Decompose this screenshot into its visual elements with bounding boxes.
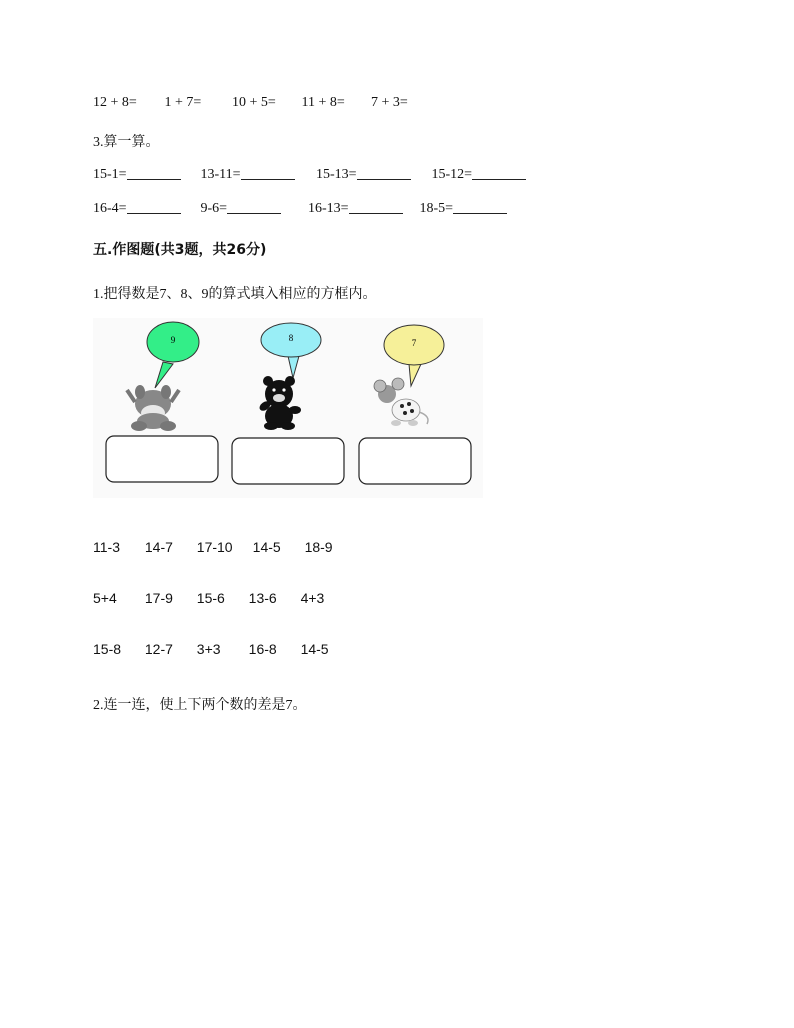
subtraction-row-a bbox=[93, 167, 526, 183]
problem-item: 12 + 8= bbox=[93, 95, 137, 110]
answer-box-7[interactable] bbox=[359, 438, 471, 484]
subtraction-row-b bbox=[93, 201, 507, 217]
expression-item: 5+4 bbox=[93, 590, 117, 606]
bear-muzzle bbox=[273, 394, 285, 402]
answer-blank[interactable] bbox=[127, 167, 181, 180]
mouse-spot bbox=[403, 411, 407, 415]
question-1: 1.把得数是7、8、9的算式填入相应的方框内。 bbox=[93, 287, 377, 302]
mouse-ear bbox=[374, 380, 386, 392]
monster-foot bbox=[160, 421, 176, 431]
answer-blank[interactable] bbox=[241, 167, 295, 180]
bubble-number: 8 bbox=[288, 333, 294, 343]
problem-item: 1 + 7= bbox=[164, 95, 202, 110]
expression-item: 14-5 bbox=[300, 641, 329, 657]
expression-item: 11-3 bbox=[93, 539, 120, 555]
mouse-ear bbox=[392, 378, 404, 390]
expression-item: 15-8 bbox=[93, 641, 122, 657]
section-5-title: 五.作图题(共3题，共26分) bbox=[93, 242, 267, 258]
addition-row bbox=[93, 95, 408, 111]
answer-blank[interactable] bbox=[127, 201, 181, 214]
mouse-spot bbox=[400, 404, 404, 408]
problem-text: 15-12= bbox=[431, 167, 473, 182]
problem-text: 15-13= bbox=[316, 167, 357, 182]
mouse-body bbox=[392, 399, 420, 421]
problem-text: 9-6= bbox=[200, 201, 228, 216]
problem-text: 13-11= bbox=[200, 167, 241, 182]
animal-figure bbox=[93, 318, 483, 498]
expression-item: 17-10 bbox=[196, 539, 233, 555]
problem-item bbox=[201, 167, 313, 183]
problem-item bbox=[93, 201, 197, 217]
problem-item bbox=[93, 167, 197, 183]
monster-ear bbox=[135, 385, 145, 399]
problem-item: 7 + 3= bbox=[371, 95, 408, 110]
problem-item bbox=[201, 201, 305, 217]
expression-item: 4+3 bbox=[300, 590, 325, 606]
mouse-spot bbox=[407, 402, 411, 406]
expression-item: 12-7 bbox=[144, 641, 173, 657]
bubble-number: 9 bbox=[170, 335, 176, 345]
problem-item bbox=[308, 201, 416, 217]
mouse-foot bbox=[391, 420, 401, 426]
answer-blank[interactable] bbox=[472, 167, 526, 180]
bear-arm bbox=[289, 406, 301, 414]
mouse-foot bbox=[408, 420, 418, 426]
problem-item: 10 + 5= bbox=[232, 95, 276, 110]
expression-item: 16-8 bbox=[248, 641, 277, 657]
problem-text: 16-13= bbox=[308, 201, 349, 216]
bubble-number: 7 bbox=[411, 338, 417, 348]
problem-item bbox=[432, 167, 527, 183]
expression-item: 15-6 bbox=[196, 590, 225, 606]
expression-row-2 bbox=[93, 590, 324, 606]
answer-blank[interactable] bbox=[349, 201, 403, 214]
answer-blank[interactable] bbox=[453, 201, 507, 214]
problem-item bbox=[420, 201, 508, 217]
bear-foot bbox=[281, 422, 295, 430]
mouse-spot bbox=[410, 409, 414, 413]
answer-box-8[interactable] bbox=[232, 438, 344, 484]
expression-row-3 bbox=[93, 641, 329, 657]
answer-box-9[interactable] bbox=[106, 436, 218, 482]
bear-eye bbox=[282, 388, 285, 391]
bear-ear bbox=[263, 376, 273, 386]
problem-text: 15-1= bbox=[93, 167, 127, 182]
expression-row-1 bbox=[93, 539, 333, 555]
monster-foot bbox=[131, 421, 147, 431]
answer-blank[interactable] bbox=[357, 167, 411, 180]
section-3-title: 3.算一算。 bbox=[93, 135, 160, 150]
problem-text: 16-4= bbox=[93, 201, 127, 216]
bear-eye bbox=[272, 388, 275, 391]
answer-blank[interactable] bbox=[227, 201, 281, 214]
problem-text: 18-5= bbox=[419, 201, 454, 216]
expression-item: 14-5 bbox=[252, 539, 281, 555]
expression-item: 18-9 bbox=[304, 539, 333, 555]
problem-item: 11 + 8= bbox=[301, 95, 345, 110]
bear-foot bbox=[264, 422, 278, 430]
expression-item: 17-9 bbox=[144, 590, 173, 606]
expression-item: 13-6 bbox=[248, 590, 277, 606]
bear-ear bbox=[285, 376, 295, 386]
expression-item: 14-7 bbox=[144, 539, 173, 555]
problem-item bbox=[316, 167, 428, 183]
question-2: 2.连一连，使上下两个数的差是7。 bbox=[93, 698, 307, 713]
expression-item: 3+3 bbox=[196, 641, 221, 657]
monster-ear bbox=[161, 385, 171, 399]
